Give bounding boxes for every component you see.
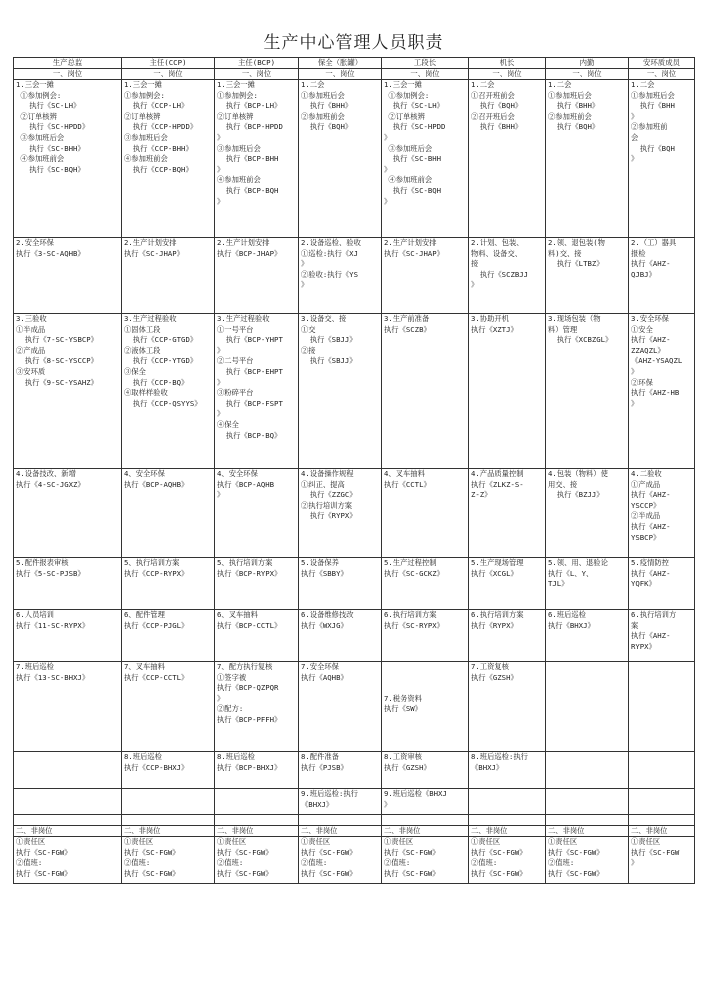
duty-cell: 7、叉车抽料 执行《CCP-CCTL》 (122, 662, 215, 752)
duty-cell: 5、执行培训方案 执行《BCP-RYPX》 (215, 558, 299, 610)
duty-cell (546, 662, 629, 752)
section-label: 二、非岗位 (382, 826, 469, 837)
duty-cell: 3.生产前准备 执行《SCZB》 (382, 314, 469, 469)
column-header: 主任(BCP) (215, 58, 299, 69)
duty-cell: 2.设备巡检、验收 ①巡检:执行《XJ 》 ②验收:执行《YS 》 (299, 238, 382, 314)
nonpost-cell: ①责任区 执行《SC-FGW》 ②值班: 执行《SC-FGW》 (469, 837, 546, 884)
duty-cell: 5.疫情防控 执行《AHZ- YQFK》 (629, 558, 695, 610)
duty-cell: 4、安全环保 执行《BCP-AQHB》 (122, 469, 215, 558)
duty-cell: 8.工资审核 执行《GZSH》 (382, 752, 469, 789)
duty-table (13, 57, 695, 884)
header-row (14, 58, 695, 69)
duty-cell: 3.生产过程验收 ①一号平台 执行《BCP-YHPT 》 ②二号平台 执行《BCP-EHPT 》 ③粉碎平台 执行《BCP-FSPT 》 ④保全 执行《BCP-BQ》 (215, 314, 299, 469)
duty-cell: 2.生产计划安排 执行《SC-JHAP》 (382, 238, 469, 314)
nonpost-cell: ①责任区 执行《SC-FGW》 ②值班: 执行《SC-FGW》 (215, 837, 299, 884)
duty-cell: 1.二会 ①参加班后会 执行《BHH 》 ②参加班前 会 执行《BQH 》 (629, 80, 695, 238)
duty-cell: 7.工资复核 执行《GZSH》 (469, 662, 546, 752)
section-label: 二、非岗位 (122, 826, 215, 837)
duty-cell: 5.生产过程控制 执行《SC-GCKZ》 (382, 558, 469, 610)
duty-row-9 (14, 789, 695, 815)
duty-cell (14, 789, 122, 815)
duty-cell: 1.三会一摊 ①参加例会: 执行《CCP-LH》 ②订单核辨 执行《CCP-HPDD》 ③参加班后会 执行《CCP-BHH》 ④参加班前会 执行《CCP-BQH》 (122, 80, 215, 238)
duty-cell: 8.班后巡检:执行 《BHXJ》 (469, 752, 546, 789)
duty-cell: 6.执行培训方案 执行《SC-RYPX》 (382, 610, 469, 662)
duty-row-6 (14, 610, 695, 662)
duty-cell: 2.生产计划安排 执行《SC-JHAP》 (122, 238, 215, 314)
duty-cell: 9.班后巡检《BHXJ 》 (382, 789, 469, 815)
section-label: 二、非岗位 (14, 826, 122, 837)
section-label: 一、岗位 (14, 69, 122, 80)
duty-cell: 2.（工）器具 报检 执行《AHZ- QJBJ》 (629, 238, 695, 314)
duty-cell: 7、配方执行复核 ①签字被 执行《BCP-QZPQR 》 ②配方: 执行《BCP-PFFH》 (215, 662, 299, 752)
duty-cell: 3.安全环保 ①安全 执行《AHZ- ZZAQZL》 《AHZ-YSAQZL 》 ②环保 执行《AHZ-HB 》 (629, 314, 695, 469)
duty-cell: 1.三会一摊 ①参加例会: 执行《BCP-LH》 ②订单核辨 执行《BCP-HPDD 》 ③参加班后会 执行《BCP-BHH 》 ④参加班前会 执行《BCP-BQH 》 (215, 80, 299, 238)
section-label: 一、岗位 (469, 69, 546, 80)
duty-cell: 5.领、用、退验论 执行《L、Y、 TJL》 (546, 558, 629, 610)
duty-cell: 4.设备操作规程 ①纠正、提高 执行《ZZGC》 ②执行培训方案 执行《RYPX》 (299, 469, 382, 558)
duty-cell: 3.三验收 ①半成品 执行《7-SC-YSBCP》 ②产成品 执行《8-SC-YSCCP》 ③安环质 执行《9-SC-YSAHZ》 (14, 314, 122, 469)
section-row-nonpost (14, 826, 695, 837)
nonpost-cell: ①责任区 执行《SC-FGW》 ②值班: 执行《SC-FGW》 (382, 837, 469, 884)
duty-row-2 (14, 238, 695, 314)
column-header: 工段长 (382, 58, 469, 69)
duty-cell (122, 789, 215, 815)
section-label: 一、岗位 (546, 69, 629, 80)
duty-cell: 8.班后巡检 执行《BCP-BHXJ》 (215, 752, 299, 789)
section-label: 二、非岗位 (629, 826, 695, 837)
duty-cell: 4.二验收 ①产成品 执行《AHZ- YSCCP》 ②半成品 执行《AHZ- YSBCP》 (629, 469, 695, 558)
duty-cell: 8.班后巡检 执行《CCP-BHXJ》 (122, 752, 215, 789)
column-header: 主任(CCP) (122, 58, 215, 69)
section-label: 二、非岗位 (299, 826, 382, 837)
duty-cell: 9.班后巡检:执行 《BHXJ》 (299, 789, 382, 815)
nonpost-cell: ①责任区 执行《SC-FGW》 ②值班: 执行《SC-FGW》 (546, 837, 629, 884)
duty-row-4 (14, 469, 695, 558)
duty-cell (14, 752, 122, 789)
duty-cell: 2.生产计划安排 执行《BCP-JHAP》 (215, 238, 299, 314)
duty-cell: 4.包装（物料）使 用交、接 执行《BZJJ》 (546, 469, 629, 558)
section-label: 一、岗位 (299, 69, 382, 80)
nonpost-row (14, 837, 695, 884)
duty-cell: 4、叉车抽料 执行《CCTL》 (382, 469, 469, 558)
duty-cell: 6、配件管理 执行《CCP-PJGL》 (122, 610, 215, 662)
column-header: 生产总监 (14, 58, 122, 69)
duty-cell: 1.三会一摊 ①参加例会: 执行《SC-LH》 ②订单核辨 执行《SC-HPDD》 ③参加班后会 执行《SC-BHH》 ④参加班前会 执行《SC-BQH》 (14, 80, 122, 238)
duty-cell (629, 789, 695, 815)
section-label: 二、非岗位 (215, 826, 299, 837)
duty-cell: 6、叉车抽料 执行《BCP-CCTL》 (215, 610, 299, 662)
duty-cell: 4.产品质量控制 执行《ZLKZ-S- Z-Z》 (469, 469, 546, 558)
duty-cell: 4、安全环保 执行《BCP-AQHB 》 (215, 469, 299, 558)
duty-cell: 1.二会 ①参加班后会 执行《BHH》 ②参加班前会 执行《BQH》 (546, 80, 629, 238)
duty-cell: 6.执行培训方案 执行《RYPX》 (469, 610, 546, 662)
section-label: 二、非岗位 (469, 826, 546, 837)
duty-cell: 1.二会 ①召开班前会 执行《BQH》 ②召开班后会 执行《BHH》 (469, 80, 546, 238)
duty-row-7 (14, 662, 695, 752)
column-header: 机长 (469, 58, 546, 69)
column-header: 内勤 (546, 58, 629, 69)
duty-cell: 7.税务资料 执行《SW》 (382, 662, 469, 752)
nonpost-cell: ①责任区 执行《SC-FGW》 ②值班: 执行《SC-FGW》 (14, 837, 122, 884)
spacer-row (14, 815, 695, 826)
duty-cell: 7.班后巡检 执行《13-SC-BHXJ》 (14, 662, 122, 752)
duty-cell (629, 662, 695, 752)
duty-cell: 6.人员培训 执行《11-SC-RYPX》 (14, 610, 122, 662)
duty-cell: 5.配件报表审核 执行《5-SC-PJSB》 (14, 558, 122, 610)
nonpost-cell: ①责任区 执行《SC-FGW 》 (629, 837, 695, 884)
duty-cell: 8.配件准备 执行《PJSB》 (299, 752, 382, 789)
duty-cell: 3.协助开机 执行《XZTJ》 (469, 314, 546, 469)
duty-cell: 6.班后巡检 执行《BHXJ》 (546, 610, 629, 662)
duty-cell: 3.生产过程验收 ①固体工段 执行《CCP-GTGD》 ②液体工段 执行《CCP-YTGD》 ③保全 执行《CCP-BQ》 ④取样样验收 执行《CCP-QSYYS》 (122, 314, 215, 469)
section-label: 一、岗位 (215, 69, 299, 80)
duty-cell (546, 789, 629, 815)
nonpost-cell: ①责任区 执行《SC-FGW》 ②值班: 执行《SC-FGW》 (299, 837, 382, 884)
section-row-post (14, 69, 695, 80)
duty-cell: 5.生产现场管理 执行《XCGL》 (469, 558, 546, 610)
section-label: 一、岗位 (382, 69, 469, 80)
duty-cell: 6.设备维修技改 执行《WXJG》 (299, 610, 382, 662)
duty-cell: 7.安全环保 执行《AQHB》 (299, 662, 382, 752)
duty-cell: 3.现场包装（物 料）管理 执行《XCBZGL》 (546, 314, 629, 469)
duty-cell: 2.计划、包装、 物料、设备交、 接 执行《SCZBJJ 》 (469, 238, 546, 314)
column-header: 保全（胀罐） (299, 58, 382, 69)
duty-cell: 6.执行培训方 案 执行《AHZ- RYPX》 (629, 610, 695, 662)
duty-cell: 1.二会 ①参加班后会 执行《BHH》 ②参加班前会 执行《BQH》 (299, 80, 382, 238)
duty-row-5 (14, 558, 695, 610)
duty-cell: 2.安全环保 执行《3-SC-AQHB》 (14, 238, 122, 314)
nonpost-cell: ①责任区 执行《SC-FGW》 ②值班: 执行《SC-FGW》 (122, 837, 215, 884)
duty-cell: 5.设备保养 执行《SBBY》 (299, 558, 382, 610)
section-label: 二、非岗位 (546, 826, 629, 837)
duty-cell: 5、执行培训方案 执行《CCP-RYPX》 (122, 558, 215, 610)
duty-row-8 (14, 752, 695, 789)
duty-row-3 (14, 314, 695, 469)
duty-row-1 (14, 80, 695, 238)
duty-cell: 2.领、退包装(物 料)交、接 执行《LTBZ》 (546, 238, 629, 314)
page-title: 生产中心管理人员职责 (263, 33, 444, 53)
section-label: 一、岗位 (122, 69, 215, 80)
duty-cell (546, 752, 629, 789)
duty-cell (215, 789, 299, 815)
duty-cell: 3.设备交、接 ①交 执行《SBJJ》 ②接 执行《SBJJ》 (299, 314, 382, 469)
section-label: 一、岗位 (629, 69, 695, 80)
column-header: 安环质成员 (629, 58, 695, 69)
duty-cell (629, 752, 695, 789)
duty-cell: 1.三会一摊 ①参加例会: 执行《SC-LH》 ②订单核辨 执行《SC-HPDD 》 ③参加班后会 执行《SC-BHH 》 ④参加班前会 执行《SC-BQH 》 (382, 80, 469, 238)
duty-cell: 4.设备技改、新增 执行《4-SC-JGXZ》 (14, 469, 122, 558)
duty-cell (469, 789, 546, 815)
